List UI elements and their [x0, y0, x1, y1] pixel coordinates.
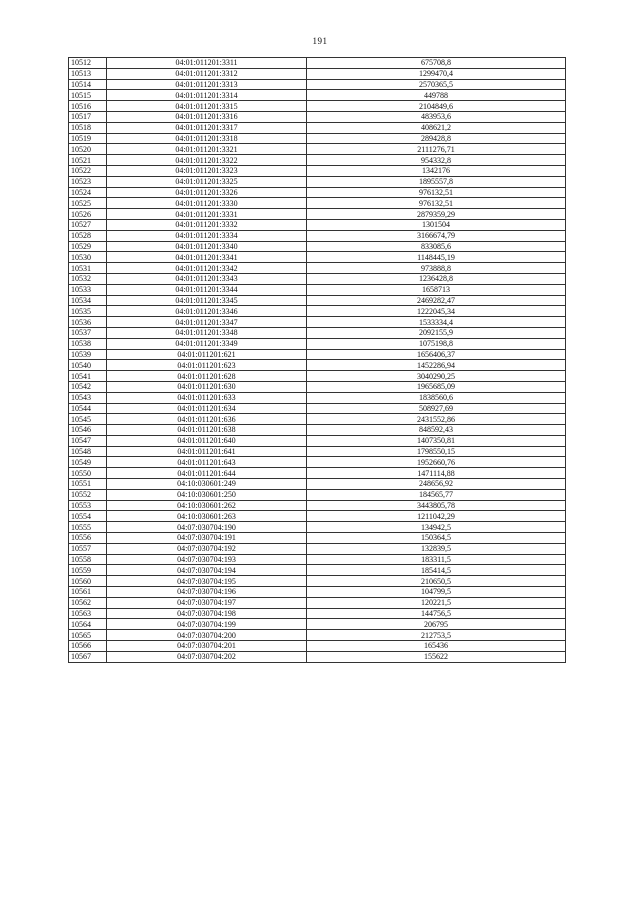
cadastral-value-cell: 1471114,88 [307, 468, 566, 479]
cadastral-value-cell: 976132,51 [307, 187, 566, 198]
table-row [69, 511, 566, 522]
cadastral-value-cell: 976132,51 [307, 198, 566, 209]
table-body [69, 58, 566, 663]
table-row [69, 68, 566, 79]
table-row [69, 263, 566, 274]
row-number-cell: 10525 [69, 198, 107, 209]
row-number-cell: 10512 [69, 58, 107, 69]
table-row [69, 349, 566, 360]
cadastral-value-cell: 212753,5 [307, 630, 566, 641]
cadastral-value-table [68, 57, 566, 663]
cadastral-number-cell: 04:01:011201:3342 [107, 263, 307, 274]
table-row [69, 111, 566, 122]
table-row [69, 144, 566, 155]
table-row [69, 403, 566, 414]
table-row [69, 641, 566, 652]
cadastral-value-cell: 449788 [307, 90, 566, 101]
row-number-cell: 10565 [69, 630, 107, 641]
cadastral-number-cell: 04:07:030704:191 [107, 533, 307, 544]
table-row [69, 230, 566, 241]
table-row [69, 425, 566, 436]
table-row [69, 58, 566, 69]
table-row [69, 209, 566, 220]
table-row [69, 533, 566, 544]
cadastral-value-cell: 2104849,6 [307, 101, 566, 112]
table-row [69, 371, 566, 382]
cadastral-value-cell: 2469282,47 [307, 295, 566, 306]
table-row [69, 284, 566, 295]
table-row [69, 306, 566, 317]
table-row [69, 327, 566, 338]
table-row [69, 317, 566, 328]
cadastral-number-cell: 04:01:011201:644 [107, 468, 307, 479]
table-row [69, 500, 566, 511]
cadastral-value-cell: 206795 [307, 619, 566, 630]
cadastral-value-cell: 2092155,9 [307, 327, 566, 338]
row-number-cell: 10533 [69, 284, 107, 295]
cadastral-number-cell: 04:01:011201:3317 [107, 122, 307, 133]
table-row [69, 381, 566, 392]
cadastral-value-cell: 675708,8 [307, 58, 566, 69]
row-number-cell: 10535 [69, 306, 107, 317]
row-number-cell: 10522 [69, 165, 107, 176]
row-number-cell: 10527 [69, 219, 107, 230]
row-number-cell: 10566 [69, 641, 107, 652]
cadastral-value-cell: 248656,92 [307, 479, 566, 490]
cadastral-value-cell: 833085,6 [307, 241, 566, 252]
table-row [69, 597, 566, 608]
row-number-cell: 10540 [69, 360, 107, 371]
cadastral-value-cell: 2431552,86 [307, 414, 566, 425]
cadastral-value-cell: 1658713 [307, 284, 566, 295]
cadastral-value-cell: 1301504 [307, 219, 566, 230]
cadastral-value-cell: 104799,5 [307, 587, 566, 598]
cadastral-number-cell: 04:07:030704:190 [107, 522, 307, 533]
cadastral-number-cell: 04:07:030704:197 [107, 597, 307, 608]
cadastral-value-cell: 289428,8 [307, 133, 566, 144]
row-number-cell: 10541 [69, 371, 107, 382]
cadastral-number-cell: 04:07:030704:195 [107, 576, 307, 587]
cadastral-value-cell: 155622 [307, 651, 566, 662]
row-number-cell: 10534 [69, 295, 107, 306]
row-number-cell: 10559 [69, 565, 107, 576]
cadastral-value-cell: 1222045,34 [307, 306, 566, 317]
cadastral-value-cell: 1211042,29 [307, 511, 566, 522]
cadastral-number-cell: 04:07:030704:193 [107, 554, 307, 565]
row-number-cell: 10553 [69, 500, 107, 511]
cadastral-value-cell: 1656406,37 [307, 349, 566, 360]
cadastral-value-cell: 2879359,29 [307, 209, 566, 220]
cadastral-value-cell: 1965685,09 [307, 381, 566, 392]
cadastral-number-cell: 04:01:011201:3341 [107, 252, 307, 263]
table-row [69, 392, 566, 403]
table-row [69, 79, 566, 90]
table-row [69, 457, 566, 468]
cadastral-number-cell: 04:01:011201:3312 [107, 68, 307, 79]
row-number-cell: 10539 [69, 349, 107, 360]
table-row [69, 133, 566, 144]
row-number-cell: 10563 [69, 608, 107, 619]
cadastral-number-cell: 04:01:011201:621 [107, 349, 307, 360]
cadastral-value-cell: 144756,5 [307, 608, 566, 619]
table-row [69, 522, 566, 533]
cadastral-value-cell: 1148445,19 [307, 252, 566, 263]
cadastral-number-cell: 04:01:011201:633 [107, 392, 307, 403]
cadastral-value-cell: 1236428,8 [307, 273, 566, 284]
row-number-cell: 10526 [69, 209, 107, 220]
cadastral-number-cell: 04:01:011201:3315 [107, 101, 307, 112]
cadastral-value-cell: 185414,5 [307, 565, 566, 576]
row-number-cell: 10532 [69, 273, 107, 284]
table-row [69, 630, 566, 641]
table-row [69, 576, 566, 587]
table-row [69, 122, 566, 133]
cadastral-value-cell: 2111276,71 [307, 144, 566, 155]
row-number-cell: 10564 [69, 619, 107, 630]
cadastral-number-cell: 04:01:011201:3334 [107, 230, 307, 241]
cadastral-value-cell: 1075198,8 [307, 338, 566, 349]
row-number-cell: 10562 [69, 597, 107, 608]
table-row [69, 587, 566, 598]
table-row [69, 360, 566, 371]
cadastral-value-cell: 973888,8 [307, 263, 566, 274]
cadastral-number-cell: 04:01:011201:3332 [107, 219, 307, 230]
row-number-cell: 10548 [69, 446, 107, 457]
row-number-cell: 10557 [69, 543, 107, 554]
cadastral-number-cell: 04:10:030601:249 [107, 479, 307, 490]
row-number-cell: 10518 [69, 122, 107, 133]
cadastral-value-cell: 1798550,15 [307, 446, 566, 457]
cadastral-number-cell: 04:01:011201:3343 [107, 273, 307, 284]
cadastral-number-cell: 04:01:011201:643 [107, 457, 307, 468]
cadastral-number-cell: 04:01:011201:3325 [107, 176, 307, 187]
cadastral-number-cell: 04:01:011201:3313 [107, 79, 307, 90]
row-number-cell: 10555 [69, 522, 107, 533]
cadastral-number-cell: 04:01:011201:640 [107, 435, 307, 446]
cadastral-number-cell: 04:07:030704:192 [107, 543, 307, 554]
cadastral-value-cell: 1838560,6 [307, 392, 566, 403]
row-number-cell: 10531 [69, 263, 107, 274]
cadastral-value-cell: 954332,8 [307, 155, 566, 166]
row-number-cell: 10544 [69, 403, 107, 414]
cadastral-number-cell: 04:01:011201:641 [107, 446, 307, 457]
row-number-cell: 10516 [69, 101, 107, 112]
table-row [69, 446, 566, 457]
cadastral-number-cell: 04:01:011201:3340 [107, 241, 307, 252]
table-row [69, 608, 566, 619]
table-row [69, 219, 566, 230]
cadastral-number-cell: 04:01:011201:3346 [107, 306, 307, 317]
cadastral-value-cell: 1952660,76 [307, 457, 566, 468]
row-number-cell: 10524 [69, 187, 107, 198]
row-number-cell: 10514 [69, 79, 107, 90]
table-row [69, 165, 566, 176]
table-row [69, 295, 566, 306]
row-number-cell: 10537 [69, 327, 107, 338]
table-row [69, 489, 566, 500]
cadastral-number-cell: 04:01:011201:3331 [107, 209, 307, 220]
row-number-cell: 10521 [69, 155, 107, 166]
cadastral-value-cell: 1342176 [307, 165, 566, 176]
cadastral-number-cell: 04:01:011201:636 [107, 414, 307, 425]
cadastral-value-cell: 183311,5 [307, 554, 566, 565]
cadastral-value-cell: 3040290,25 [307, 371, 566, 382]
cadastral-value-cell: 1533334,4 [307, 317, 566, 328]
cadastral-number-cell: 04:10:030601:250 [107, 489, 307, 500]
cadastral-number-cell: 04:01:011201:3316 [107, 111, 307, 122]
cadastral-value-cell: 1452286,94 [307, 360, 566, 371]
table-row [69, 414, 566, 425]
cadastral-number-cell: 04:01:011201:3322 [107, 155, 307, 166]
table-row [69, 187, 566, 198]
row-number-cell: 10546 [69, 425, 107, 436]
cadastral-number-cell: 04:01:011201:630 [107, 381, 307, 392]
row-number-cell: 10560 [69, 576, 107, 587]
cadastral-value-cell: 210650,5 [307, 576, 566, 587]
row-number-cell: 10528 [69, 230, 107, 241]
cadastral-number-cell: 04:01:011201:3311 [107, 58, 307, 69]
table-row [69, 619, 566, 630]
cadastral-value-cell: 1895557,8 [307, 176, 566, 187]
cadastral-number-cell: 04:07:030704:202 [107, 651, 307, 662]
cadastral-number-cell: 04:01:011201:3348 [107, 327, 307, 338]
row-number-cell: 10558 [69, 554, 107, 565]
row-number-cell: 10515 [69, 90, 107, 101]
page-number: 191 [312, 36, 328, 46]
cadastral-number-cell: 04:10:030601:262 [107, 500, 307, 511]
row-number-cell: 10545 [69, 414, 107, 425]
cadastral-number-cell: 04:10:030601:263 [107, 511, 307, 522]
table-row [69, 435, 566, 446]
cadastral-number-cell: 04:07:030704:194 [107, 565, 307, 576]
row-number-cell: 10550 [69, 468, 107, 479]
cadastral-number-cell: 04:01:011201:3330 [107, 198, 307, 209]
table-row [69, 479, 566, 490]
cadastral-value-cell: 848592,43 [307, 425, 566, 436]
cadastral-value-cell: 483953,6 [307, 111, 566, 122]
row-number-cell: 10567 [69, 651, 107, 662]
cadastral-number-cell: 04:01:011201:3321 [107, 144, 307, 155]
cadastral-value-cell: 2570365,5 [307, 79, 566, 90]
cadastral-value-cell: 120221,5 [307, 597, 566, 608]
table-row [69, 176, 566, 187]
cadastral-value-cell: 408621,2 [307, 122, 566, 133]
cadastral-number-cell: 04:01:011201:3344 [107, 284, 307, 295]
cadastral-number-cell: 04:01:011201:634 [107, 403, 307, 414]
cadastral-number-cell: 04:01:011201:3314 [107, 90, 307, 101]
row-number-cell: 10513 [69, 68, 107, 79]
table-row [69, 198, 566, 209]
row-number-cell: 10523 [69, 176, 107, 187]
table-row [69, 651, 566, 662]
cadastral-number-cell: 04:01:011201:3318 [107, 133, 307, 144]
table-row [69, 468, 566, 479]
table-row [69, 252, 566, 263]
cadastral-value-cell: 165436 [307, 641, 566, 652]
cadastral-number-cell: 04:07:030704:200 [107, 630, 307, 641]
table-row [69, 554, 566, 565]
row-number-cell: 10547 [69, 435, 107, 446]
row-number-cell: 10554 [69, 511, 107, 522]
table-row [69, 565, 566, 576]
row-number-cell: 10549 [69, 457, 107, 468]
table-row [69, 90, 566, 101]
row-number-cell: 10551 [69, 479, 107, 490]
row-number-cell: 10536 [69, 317, 107, 328]
cadastral-value-cell: 1407350,81 [307, 435, 566, 446]
table-row [69, 273, 566, 284]
row-number-cell: 10552 [69, 489, 107, 500]
cadastral-value-cell: 132839,5 [307, 543, 566, 554]
row-number-cell: 10543 [69, 392, 107, 403]
cadastral-number-cell: 04:01:011201:3347 [107, 317, 307, 328]
row-number-cell: 10517 [69, 111, 107, 122]
row-number-cell: 10529 [69, 241, 107, 252]
cadastral-value-cell: 3166674,79 [307, 230, 566, 241]
cadastral-number-cell: 04:01:011201:3345 [107, 295, 307, 306]
table-row [69, 155, 566, 166]
table-row [69, 241, 566, 252]
cadastral-number-cell: 04:01:011201:623 [107, 360, 307, 371]
row-number-cell: 10520 [69, 144, 107, 155]
table-row [69, 543, 566, 554]
cadastral-value-cell: 150364,5 [307, 533, 566, 544]
row-number-cell: 10542 [69, 381, 107, 392]
row-number-cell: 10538 [69, 338, 107, 349]
cadastral-value-cell: 134942,5 [307, 522, 566, 533]
row-number-cell: 10561 [69, 587, 107, 598]
cadastral-number-cell: 04:07:030704:199 [107, 619, 307, 630]
table-row [69, 101, 566, 112]
cadastral-value-cell: 1299470,4 [307, 68, 566, 79]
cadastral-value-cell: 508927,69 [307, 403, 566, 414]
cadastral-number-cell: 04:01:011201:638 [107, 425, 307, 436]
cadastral-number-cell: 04:01:011201:3349 [107, 338, 307, 349]
cadastral-number-cell: 04:07:030704:196 [107, 587, 307, 598]
cadastral-number-cell: 04:07:030704:201 [107, 641, 307, 652]
row-number-cell: 10530 [69, 252, 107, 263]
cadastral-number-cell: 04:01:011201:3323 [107, 165, 307, 176]
row-number-cell: 10519 [69, 133, 107, 144]
cadastral-number-cell: 04:01:011201:3326 [107, 187, 307, 198]
table-row [69, 338, 566, 349]
cadastral-number-cell: 04:01:011201:628 [107, 371, 307, 382]
cadastral-value-cell: 184565,77 [307, 489, 566, 500]
cadastral-number-cell: 04:07:030704:198 [107, 608, 307, 619]
row-number-cell: 10556 [69, 533, 107, 544]
cadastral-value-cell: 3443805,78 [307, 500, 566, 511]
